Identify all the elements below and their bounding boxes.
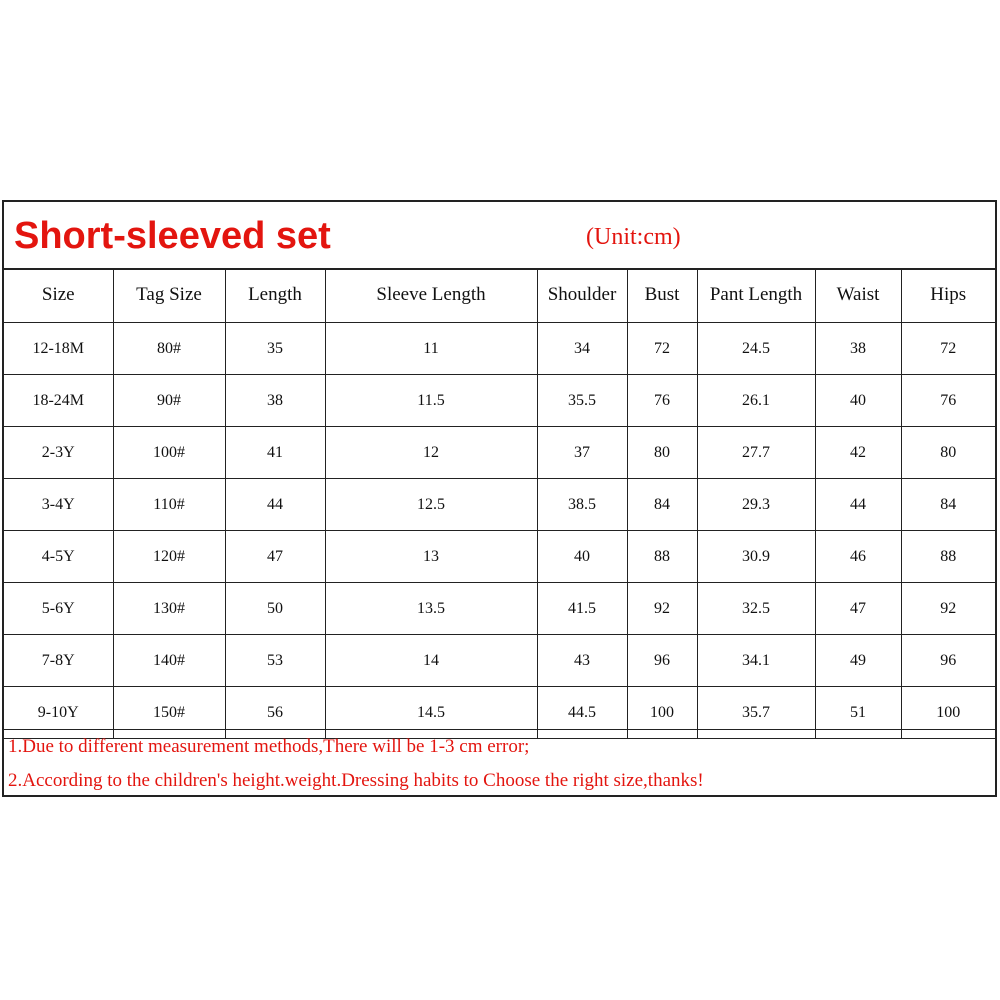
cell-sleeve-length: 11 (325, 323, 537, 375)
cell-size: 3-4Y (4, 479, 113, 531)
cell-bust: 76 (627, 375, 697, 427)
cell-size: 2-3Y (4, 427, 113, 479)
cell-pant-length: 29.3 (697, 479, 815, 531)
cell-pant-length: 34.1 (697, 635, 815, 687)
unit-label: (Unit:cm) (586, 224, 681, 250)
col-header-shoulder: Shoulder (537, 268, 627, 323)
cell-waist: 38 (815, 323, 901, 375)
header-row (4, 268, 995, 323)
cell-waist: 49 (815, 635, 901, 687)
col-header-tag-size: Tag Size (113, 268, 225, 323)
cell-pant-length: 24.5 (697, 323, 815, 375)
cell-bust: 100 (627, 687, 697, 739)
cell-sleeve-length: 14.5 (325, 687, 537, 739)
cell-sleeve-length: 12 (325, 427, 537, 479)
cell-sleeve-length: 11.5 (325, 375, 537, 427)
cell-hips: 80 (901, 427, 995, 479)
table-row (4, 427, 995, 479)
col-header-bust: Bust (627, 268, 697, 323)
chart-title: Short-sleeved set (14, 215, 331, 257)
cell-waist: 47 (815, 583, 901, 635)
table-row (4, 531, 995, 583)
cell-length: 44 (225, 479, 325, 531)
cell-hips: 76 (901, 375, 995, 427)
cell-hips: 96 (901, 635, 995, 687)
notes-section (4, 729, 995, 795)
cell-tag-size: 140# (113, 635, 225, 687)
cell-sleeve-length: 14 (325, 635, 537, 687)
cell-bust: 84 (627, 479, 697, 531)
cell-pant-length: 35.7 (697, 687, 815, 739)
cell-shoulder: 34 (537, 323, 627, 375)
cell-size: 12-18M (4, 323, 113, 375)
cell-bust: 88 (627, 531, 697, 583)
cell-tag-size: 90# (113, 375, 225, 427)
table-row (4, 323, 995, 375)
size-chart (2, 200, 997, 797)
cell-hips: 100 (901, 687, 995, 739)
cell-shoulder: 44.5 (537, 687, 627, 739)
cell-length: 56 (225, 687, 325, 739)
cell-length: 50 (225, 583, 325, 635)
cell-length: 38 (225, 375, 325, 427)
cell-size: 18-24M (4, 375, 113, 427)
cell-pant-length: 30.9 (697, 531, 815, 583)
cell-bust: 92 (627, 583, 697, 635)
cell-tag-size: 150# (113, 687, 225, 739)
cell-shoulder: 35.5 (537, 375, 627, 427)
cell-tag-size: 130# (113, 583, 225, 635)
cell-bust: 72 (627, 323, 697, 375)
col-header-hips: Hips (901, 268, 995, 323)
col-header-size: Size (4, 268, 113, 323)
cell-bust: 96 (627, 635, 697, 687)
cell-length: 35 (225, 323, 325, 375)
col-header-waist: Waist (815, 268, 901, 323)
cell-pant-length: 32.5 (697, 583, 815, 635)
cell-pant-length: 27.7 (697, 427, 815, 479)
cell-size: 5-6Y (4, 583, 113, 635)
cell-size: 7-8Y (4, 635, 113, 687)
cell-hips: 88 (901, 531, 995, 583)
cell-shoulder: 41.5 (537, 583, 627, 635)
cell-shoulder: 43 (537, 635, 627, 687)
note-measurement-error: 1.Due to different measurement methods,There will be 1-3 cm error; (8, 736, 530, 757)
cell-tag-size: 80# (113, 323, 225, 375)
cell-length: 41 (225, 427, 325, 479)
cell-shoulder: 40 (537, 531, 627, 583)
cell-waist: 44 (815, 479, 901, 531)
cell-sleeve-length: 12.5 (325, 479, 537, 531)
cell-waist: 51 (815, 687, 901, 739)
cell-shoulder: 37 (537, 427, 627, 479)
table-row (4, 583, 995, 635)
title-row (4, 202, 995, 270)
cell-tag-size: 120# (113, 531, 225, 583)
col-header-length: Length (225, 268, 325, 323)
cell-waist: 46 (815, 531, 901, 583)
cell-waist: 42 (815, 427, 901, 479)
table-row (4, 635, 995, 687)
size-table (4, 268, 995, 739)
cell-length: 53 (225, 635, 325, 687)
col-header-pant-length: Pant Length (697, 268, 815, 323)
cell-tag-size: 100# (113, 427, 225, 479)
cell-sleeve-length: 13.5 (325, 583, 537, 635)
cell-hips: 72 (901, 323, 995, 375)
table-row (4, 375, 995, 427)
cell-hips: 84 (901, 479, 995, 531)
cell-length: 47 (225, 531, 325, 583)
cell-size: 4-5Y (4, 531, 113, 583)
cell-pant-length: 26.1 (697, 375, 815, 427)
cell-waist: 40 (815, 375, 901, 427)
cell-shoulder: 38.5 (537, 479, 627, 531)
cell-hips: 92 (901, 583, 995, 635)
cell-sleeve-length: 13 (325, 531, 537, 583)
cell-size: 9-10Y (4, 687, 113, 739)
col-header-sleeve-length: Sleeve Length (325, 268, 537, 323)
note-choose-size: 2.According to the children's height.weight.Dressing habits to Choose the right size,thanks! (8, 770, 704, 791)
cell-tag-size: 110# (113, 479, 225, 531)
cell-bust: 80 (627, 427, 697, 479)
table-row (4, 479, 995, 531)
